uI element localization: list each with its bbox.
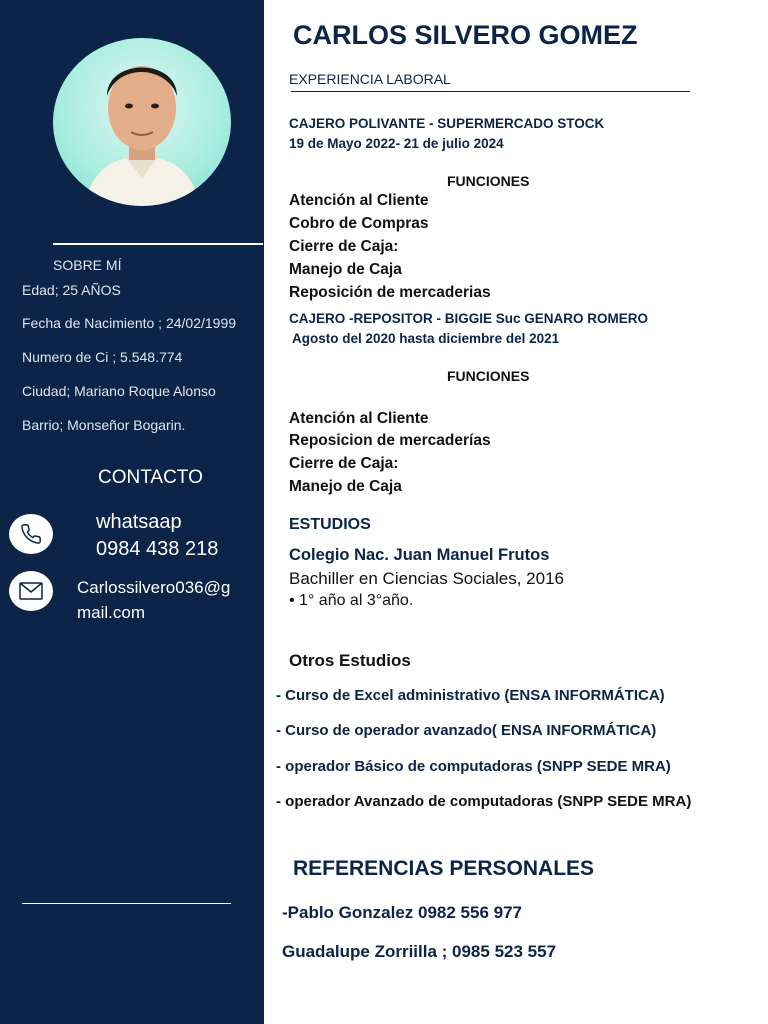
- job-2-title: CAJERO -REPOSITOR - BIGGIE Suc GENARO ROMERO: [289, 311, 649, 326]
- job-2-function: Manejo de Caja: [289, 478, 402, 495]
- job-1-functions-heading: FUNCIONES: [447, 173, 530, 189]
- whatsapp-label: whatsaap: [96, 511, 182, 533]
- email-line-2: mail.com: [77, 603, 146, 622]
- studies-heading: ESTUDIOS: [289, 516, 371, 533]
- job-1-function: Cierre de Caja:: [289, 238, 399, 255]
- references-heading: REFERENCIAS PERSONALES: [293, 857, 595, 880]
- job-2-function: Atención al Cliente: [289, 410, 429, 427]
- phone-icon: [9, 514, 53, 554]
- profile-photo: [53, 38, 231, 206]
- job-1-function: Manejo de Caja: [289, 261, 402, 278]
- about-birthdate: Fecha de Nacimiento ; 24/02/1999: [22, 315, 237, 331]
- phone-number: 0984 438 218: [96, 538, 219, 560]
- job-1-function: Cobro de Compras: [289, 215, 429, 232]
- other-study-item: - Curso de Excel administrativo (ENSA INFORMÁTICA): [276, 687, 665, 704]
- job-2-function: Cierre de Caja:: [289, 455, 399, 472]
- about-neighborhood: Barrio; Monseñor Bogarin.: [22, 417, 186, 433]
- experience-heading: EXPERIENCIA LABORAL: [289, 71, 451, 87]
- job-2-function: Reposicion de mercaderías: [289, 432, 491, 449]
- envelope-icon: [9, 571, 53, 611]
- about-id-number: Numero de Ci ; 5.548.774: [22, 349, 183, 365]
- job-1-function: Reposición de mercaderias: [289, 284, 491, 301]
- full-name: CARLOS SILVERO GOMEZ: [293, 20, 638, 50]
- studies-degree: Bachiller en Ciencias Sociales, 2016: [289, 569, 564, 588]
- reference-item: Guadalupe Zorriilla ; 0985 523 557: [282, 942, 557, 961]
- sidebar-divider-top: [53, 243, 263, 245]
- experience-divider: [291, 91, 690, 92]
- contact-heading: CONTACTO: [98, 467, 203, 488]
- other-studies-heading: Otros Estudios: [289, 651, 411, 670]
- sidebar-divider-bottom: [22, 903, 231, 904]
- studies-school: Colegio Nac. Juan Manuel Frutos: [289, 546, 550, 564]
- reference-item: -Pablo Gonzalez 0982 556 977: [282, 903, 523, 922]
- about-heading: SOBRE MÍ: [53, 257, 122, 273]
- job-2-functions-heading: FUNCIONES: [447, 368, 530, 384]
- other-study-item: - Curso de operador avanzado( ENSA INFORMÁTICA): [276, 722, 657, 739]
- job-2-dates: Agosto del 2020 hasta diciembre del 2021: [292, 331, 560, 346]
- job-1-dates: 19 de Mayo 2022- 21 de julio 2024: [289, 136, 504, 151]
- sidebar: [0, 0, 264, 1024]
- studies-years: • 1° año al 3°año.: [289, 592, 414, 609]
- about-age: Edad; 25 AÑOS: [22, 282, 121, 298]
- other-study-item: - operador Avanzado de computadoras (SNPP SEDE MRA): [276, 793, 692, 810]
- about-city: Ciudad; Mariano Roque Alonso: [22, 383, 216, 399]
- job-1-function: Atención al Cliente: [289, 192, 429, 209]
- job-1-title: CAJERO POLIVANTE - SUPERMERCADO STOCK: [289, 116, 605, 131]
- other-study-item: - operador Básico de computadoras (SNPP SEDE MRA): [276, 758, 671, 775]
- email-line-1: Carlossilvero036@g: [77, 578, 231, 597]
